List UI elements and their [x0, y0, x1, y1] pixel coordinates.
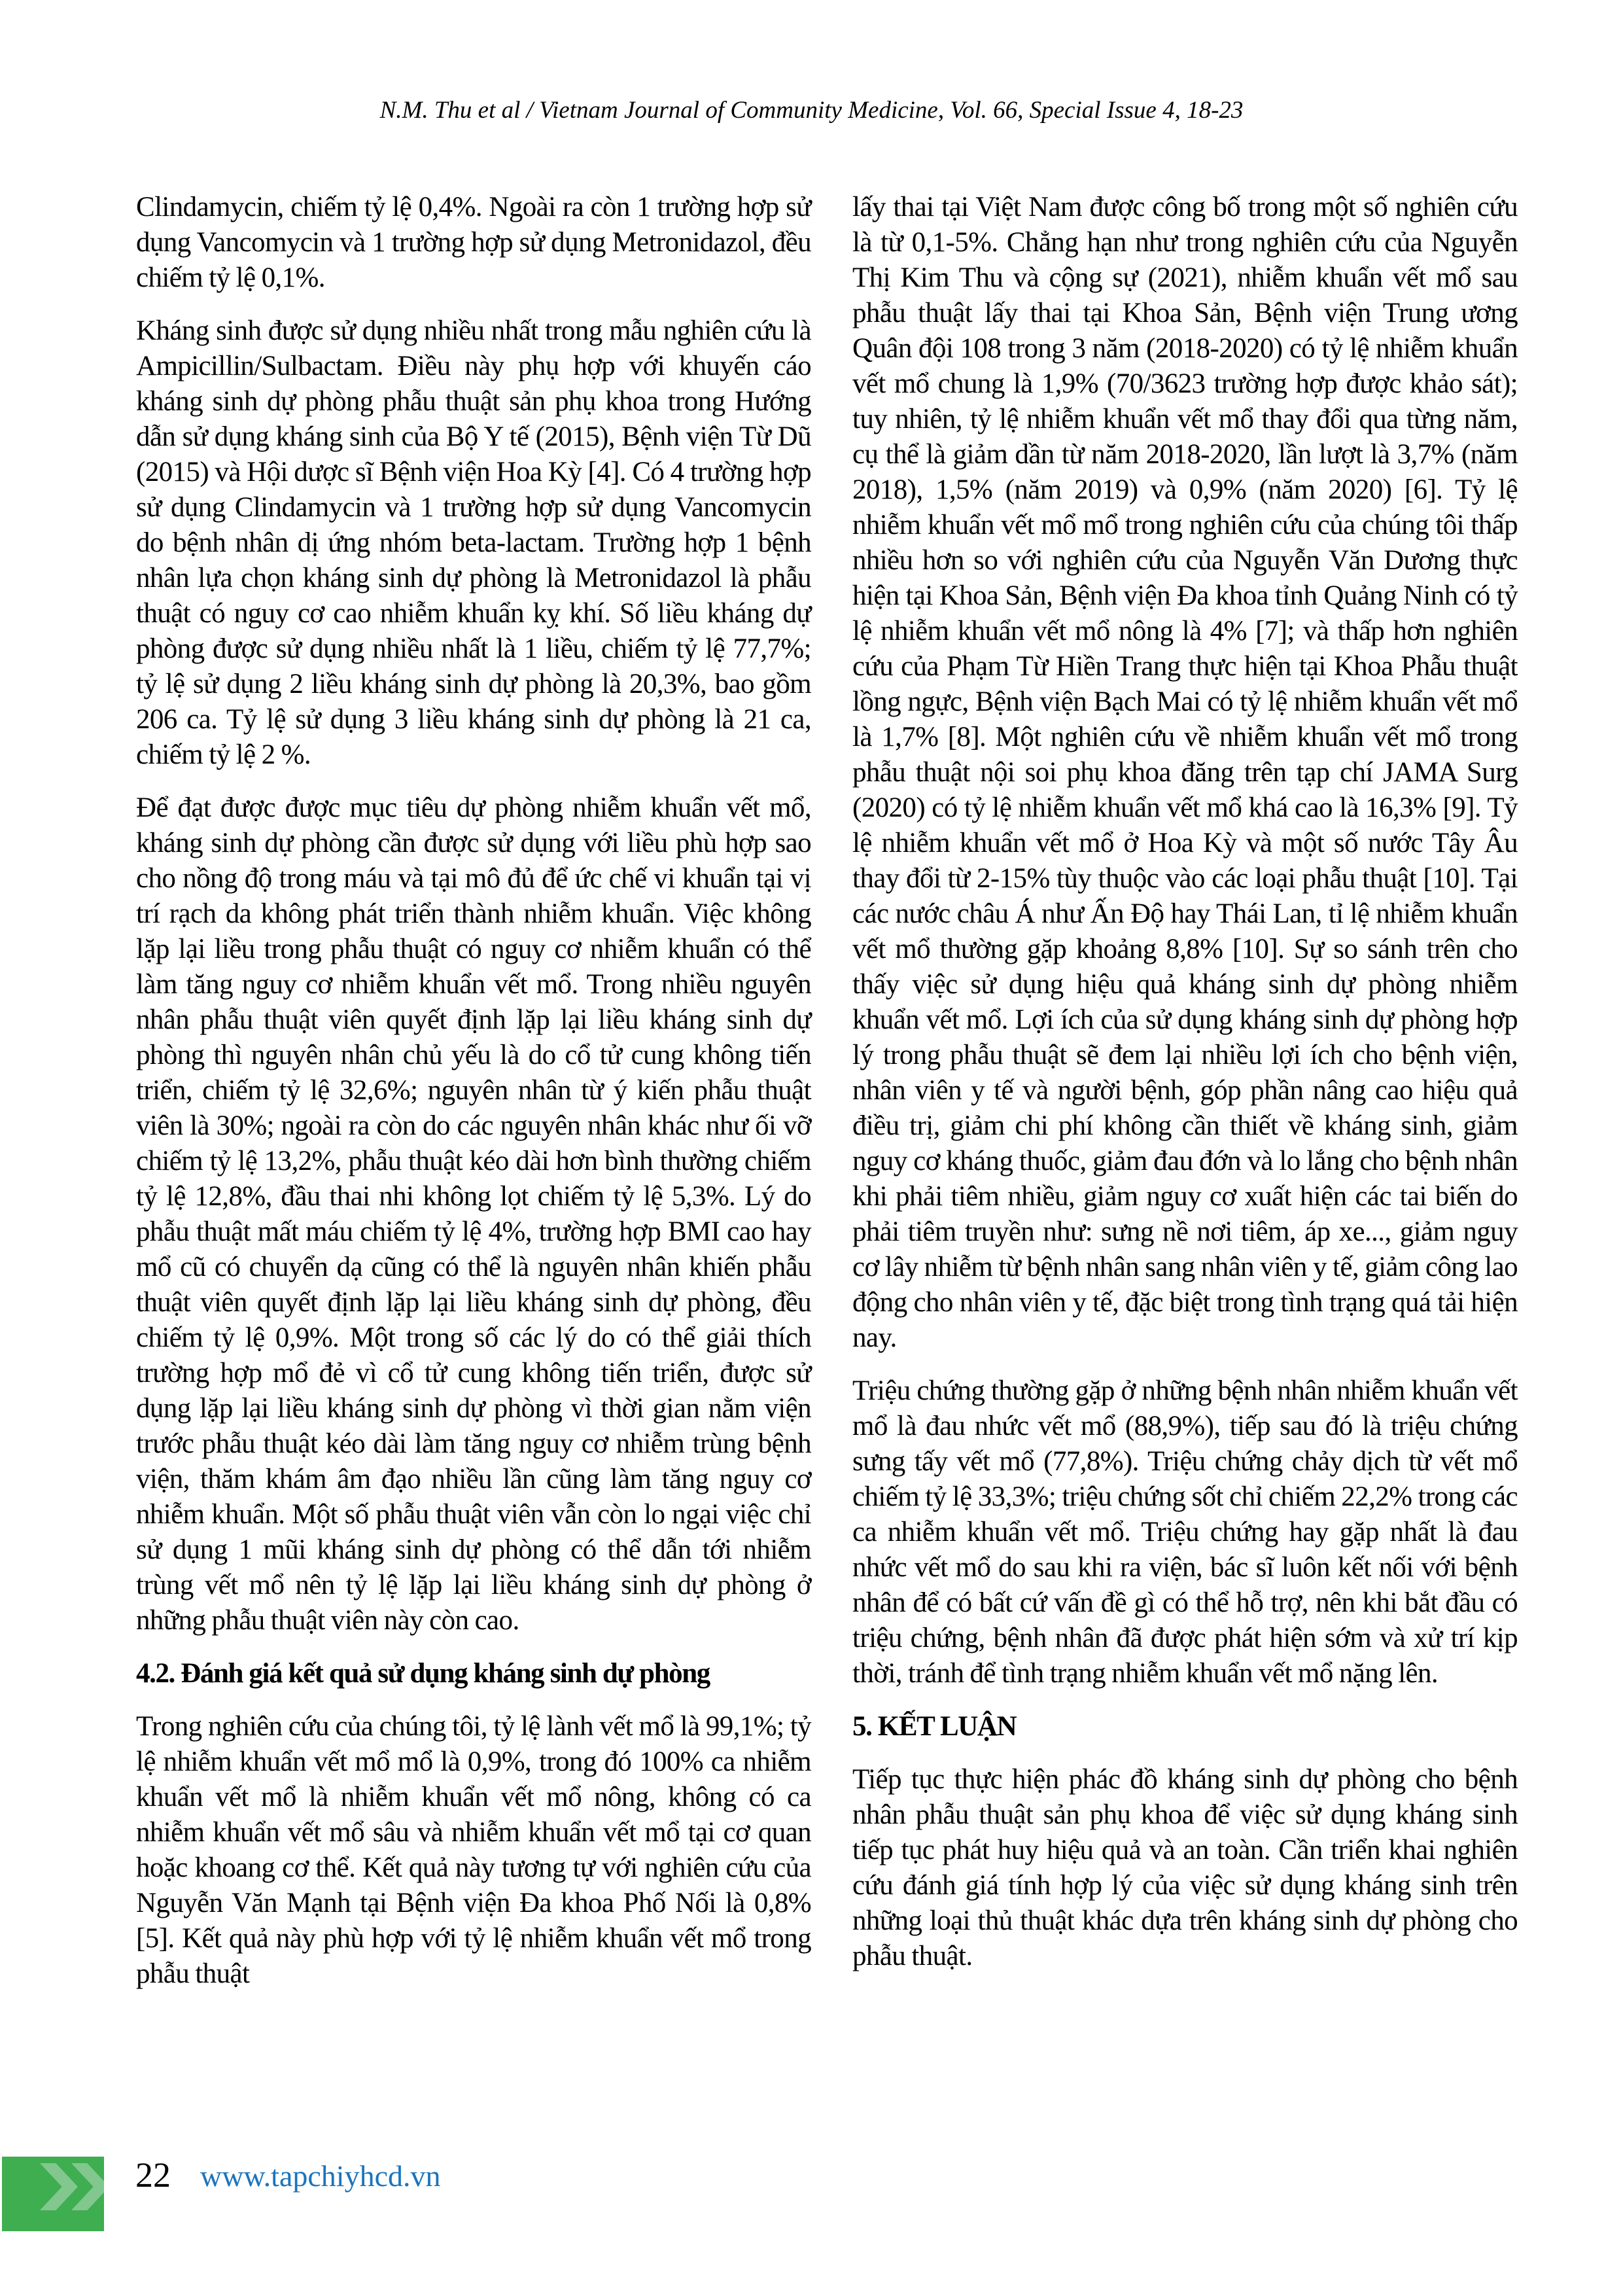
- paragraph: Clindamycin, chiếm tỷ lệ 0,4%. Ngoài ra còn 1 trường hợp sử dụng Vancomycin và 1 trường hợp sử dụng Metronidazol, đều chiếm tỷ lệ 0,1%.: [136, 192, 811, 293]
- paragraph: Tiếp tục thực hiện phác đồ kháng sinh dự phòng cho bệnh nhân phẫu thuật sản phụ khoa để việc sử dụng kháng sinh tiếp tục phát huy hiệu quả và an toàn. Cần triển khai nghiên cứu đánh giá tính hợp lý của việc sử dụng kháng sinh trên những loại thủ thuật khác dựa trên kháng sinh dự phòng cho phẫu thuật.: [852, 1764, 1518, 1971]
- column-left: [136, 190, 811, 2009]
- paragraph: Để đạt được được mục tiêu dự phòng nhiễm khuẩn vết mổ, kháng sinh dự phòng cần được sử dụng với liều phù hợp sao cho nồng độ trong máu và tại mô đủ để ức chế vi khuẩn tại vị trí rạch da không phát triển thành nhiễm khuẩn. Việc không lặp lại liều trong phẫu thuật có nguy cơ nhiễm khuẩn có thể làm tăng nguy cơ nhiễm khuẩn vết mổ. Trong nhiều nguyên nhân phẫu thuật viên quyết định lặp lại liều kháng sinh dự phòng thì nguyên nhân chủ yếu là do cổ tử cung không tiến triển, chiếm tỷ lệ 32,6%; nguyên nhân từ ý kiến phẫu thuật viên là 30%; ngoài ra còn do các nguyên nhân khác như ối vỡ chiếm tỷ lệ 13,2%, phẫu thuật kéo dài hơn bình thường chiếm tỷ lệ 12,8%, đầu thai nhi không lọt chiếm tỷ lệ 5,3%. Lý do phẫu thuật mất máu chiếm tỷ lệ 4%, trường hợp BMI cao hay mổ cũ có chuyển dạ cũng có thể là nguyên nhân khiến phẫu thuật viên quyết định lặp lại liều kháng sinh dự phòng, đều chiếm tỷ lệ 0,9%. Một trong số các lý do có thể giải thích trường hợp mổ đẻ vì cổ tử cung không tiến triển, được sử dụng lặp lại liều kháng sinh dự phòng vì thời gian nằm viện trước phẫu thuật kéo dài làm tăng nguy cơ nhiễm trùng bệnh viện, thăm khám âm đạo nhiều lần cũng làm tăng nguy cơ nhiễm khuẩn. Một số phẫu thuật viên vẫn còn lo ngại việc chỉ sử dụng 1 mũi kháng sinh dự phòng có thể dẫn tới nhiễm trùng vết mổ nên tỷ lệ lặp lại liều kháng sinh dự phòng ở những phẫu thuật viên này còn cao.: [136, 792, 811, 1636]
- paragraph: Triệu chứng thường gặp ở những bệnh nhân nhiễm khuẩn vết mổ là đau nhức vết mổ (88,9%), tiếp sau đó là triệu chứng sưng tấy vết mổ (77,8%). Triệu chứng chảy dịch từ vết mổ chiếm tỷ lệ 33,3%; triệu chứng sốt chỉ chiếm 22,2% trong các ca nhiễm khuẩn vết mổ. Triệu chứng hay gặp nhất là đau nhức vết mổ do sau khi ra viện, bác sĩ luôn kết nối với bệnh nhân để có bất cứ vấn đề gì có thể hỗ trợ, nên khi bắt đầu có triệu chứng, bệnh nhân đã được phát hiện sớm và xử trí kịp thời, tránh để tình trạng nhiễm khuẩn vết mổ nặng lên.: [852, 1375, 1518, 1689]
- double-chevron-right-icon: [40, 2163, 78, 2210]
- page-number: 22: [135, 2155, 171, 2195]
- running-head: N.M. Thu et al / Vietnam Journal of Community Medicine, Vol. 66, Special Issue 4, 18-23: [379, 97, 1244, 124]
- journal-logo: [2, 2157, 104, 2231]
- journal-url-link[interactable]: www.tapchiyhcd.vn: [200, 2159, 441, 2193]
- paragraph: Trong nghiên cứu của chúng tôi, tỷ lệ lành vết mổ là 99,1%; tỷ lệ nhiễm khuẩn vết mổ mổ là 0,9%, trong đó 100% ca nhiễm khuẩn vết mổ là nhiễm khuẩn vết mổ nông, không có ca nhiễm khuẩn vết mổ sâu và nhiễm khuẩn vết mổ tại cơ quan hoặc khoang cơ thể. Kết quả này tương tự với nghiên cứu của Nguyễn Văn Mạnh tại Bệnh viện Đa khoa Phố Nối là 0,8% [5]. Kết quả này phù hợp với tỷ lệ nhiễm khuẩn vết mổ trong phẫu thuật: [136, 1711, 811, 1989]
- section-heading-conclusion: 5. KẾT LUẬN: [852, 1711, 1017, 1742]
- column-right: [852, 190, 1518, 1992]
- paragraph: lấy thai tại Việt Nam được công bố trong một số nghiên cứu là từ 0,1-5%. Chẳng hạn như trong nghiên cứu của Nguyễn Thị Kim Thu và cộng sự (2021), nhiễm khuẩn vết mổ sau phẫu thuật lấy thai tại Khoa Sản, Bệnh viện Trung ương Quân đội 108 trong 3 năm (2018-2020) có tỷ lệ nhiễm khuẩn vết mổ chung là 1,9% (70/3623 trường hợp được khảo sát); tuy nhiên, tỷ lệ nhiễm khuẩn vết mổ thay đổi qua từng năm, cụ thể là giảm dần từ năm 2018-2020, lần lượt là 3,7% (năm 2018), 1,5% (năm 2019) và 0,9% (năm 2020) [6]. Tỷ lệ nhiễm khuẩn vết mổ mổ trong nghiên cứu của chúng tôi thấp nhiều hơn so với nghiên cứu của Nguyễn Văn Dương thực hiện tại Khoa Sản, Bệnh viện Đa khoa tỉnh Quảng Ninh có tỷ lệ nhiễm khuẩn vết mổ nông là 4% [7]; và thấp hơn nghiên cứu của Phạm Từ Hiền Trang thực hiện tại Khoa Phẫu thuật lồng ngực, Bệnh viện Bạch Mai có tỷ lệ nhiễm khuẩn vết mổ là 1,7% [8]. Một nghiên cứu về nhiễm khuẩn vết mổ trong phẫu thuật nội soi phụ khoa đăng trên tạp chí JAMA Surg (2020) có tỷ lệ nhiễm khuẩn vết mổ khá cao là 16,3% [9]. Tỷ lệ nhiễm khuẩn vết mổ ở Hoa Kỳ và một số nước Tây Âu thay đổi từ 2-15% tùy thuộc vào các loại phẫu thuật [10]. Tại các nước châu Á như Ấn Độ hay Thái Lan, tỉ lệ nhiễm khuẩn vết mổ thường gặp khoảng 8,8% [10]. Sự so sánh trên cho thấy việc sử dụng hiệu quả kháng sinh dự phòng nhiễm khuẩn vết mổ. Lợi ích của sử dụng kháng sinh dự phòng hợp lý trong phẫu thuật sẽ đem lại nhiều lợi ích cho bệnh viện, nhân viên y tế và người bệnh, góp phần nâng cao hiệu quả điều trị, giảm chi phí không cần thiết về kháng sinh, giảm nguy cơ kháng thuốc, giảm đau đớn và lo lắng cho bệnh nhân khi phải tiêm nhiều, giảm nguy cơ xuất hiện các tai biến do phải tiêm truyền như: sưng nề nơi tiêm, áp xe..., giảm nguy cơ lây nhiễm từ bệnh nhân sang nhân viên y tế, giảm công lao động cho nhân viên y tế, đặc biệt trong tình trạng quá tải hiện nay.: [852, 192, 1518, 1353]
- section-heading-4-2: 4.2. Đánh giá kết quả sử dụng kháng sinh dự phòng: [136, 1658, 710, 1689]
- paragraph: Kháng sinh được sử dụng nhiều nhất trong mẫu nghiên cứu là Ampicillin/Sulbactam. Điều này phụ hợp với khuyến cáo kháng sinh dự phòng phẫu thuật sản phụ khoa trong Hướng dẫn sử dụng kháng sinh của Bộ Y tế (2015), Bệnh viện Từ Dũ (2015) và Hội dược sĩ Bệnh viện Hoa Kỳ [4]. Có 4 trường hợp sử dụng Clindamycin và 1 trường hợp sử dụng Vancomycin do bệnh nhân dị ứng nhóm beta-lactam. Trường hợp 1 bệnh nhân lựa chọn kháng sinh dự phòng là Metronidazol là phẫu thuật có nguy cơ cao nhiễm khuẩn kỵ khí. Số liều kháng dự phòng được sử dụng nhiều nhất là 1 liều, chiếm tỷ lệ 77,7%; tỷ lệ sử dụng 2 liều kháng sinh dự phòng là 20,3%, bao gồm 206 ca. Tỷ lệ sử dụng 3 liều kháng sinh dự phòng là 21 ca, chiếm tỷ lệ 2 %.: [136, 315, 811, 770]
